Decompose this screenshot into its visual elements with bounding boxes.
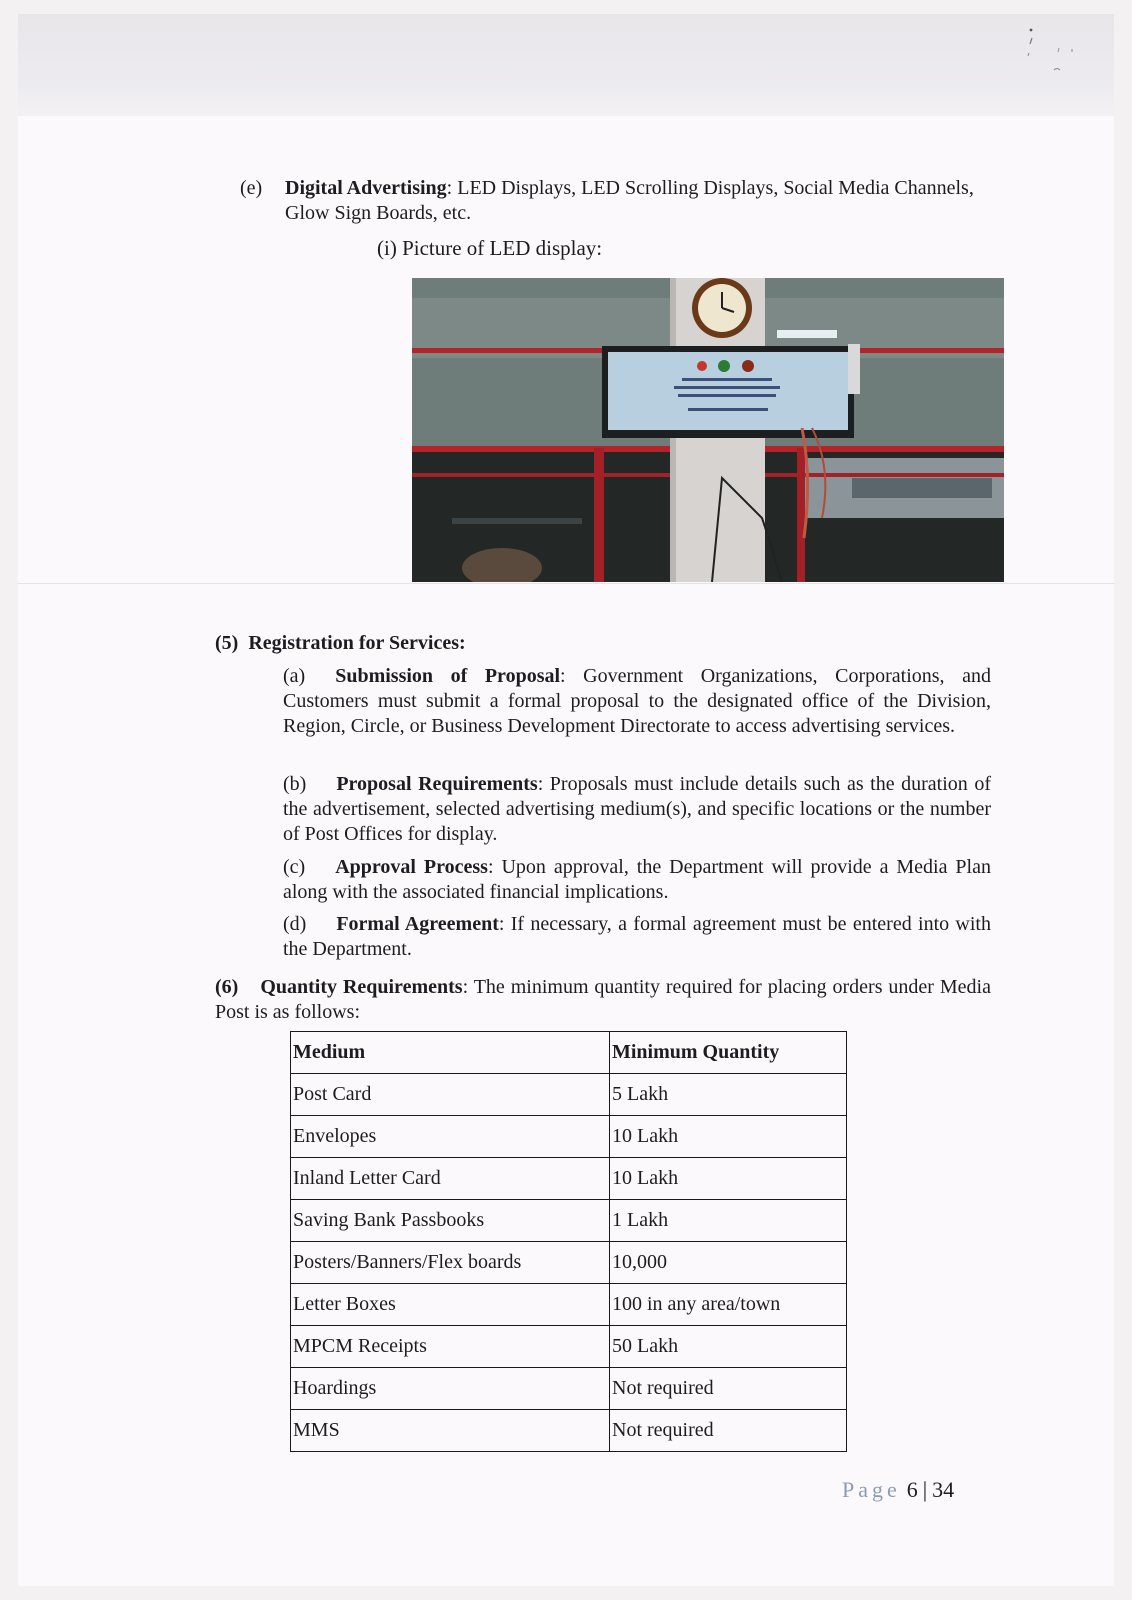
section-e — [240, 176, 980, 226]
page-word: Page — [842, 1477, 901, 1502]
medium-cell: Posters/Banners/Flex boards — [291, 1242, 610, 1284]
section-5a-label: (a) — [283, 665, 306, 687]
table-row — [291, 1326, 847, 1368]
table-row — [291, 1368, 847, 1410]
section-5b-label: (b) — [283, 773, 307, 795]
header-minimum-quantity: Minimum Quantity — [610, 1032, 847, 1074]
medium-cell: Inland Letter Card — [291, 1158, 610, 1200]
medium-cell: Hoardings — [291, 1368, 610, 1410]
quantity-cell: 10 Lakh — [610, 1116, 847, 1158]
quantity-cell: 5 Lakh — [610, 1074, 847, 1116]
section-5c-text: : Upon approval, the Department will provide a Media Plan along with the associated financial implications. — [283, 856, 991, 903]
section-e-marker: (e) — [240, 177, 263, 199]
section-5a — [283, 664, 991, 739]
section-5d-text: : If necessary, a formal agreement must be entered into with the Department. — [283, 913, 991, 960]
table-row — [291, 1242, 847, 1284]
section-6-number: (6) — [215, 976, 239, 998]
minimum-quantity-table — [290, 1031, 847, 1452]
page-footer — [842, 1477, 954, 1503]
table-row — [291, 1116, 847, 1158]
page-number: 6 — [906, 1477, 918, 1502]
quantity-cell: Not required — [610, 1410, 847, 1452]
section-5-number: (5) — [215, 632, 239, 654]
section-e-title: Digital Advertising — [285, 177, 447, 199]
quantity-cell: 100 in any area/town — [610, 1284, 847, 1326]
section-5c-label: (c) — [283, 856, 306, 878]
section-5b — [283, 772, 991, 847]
quantity-cell: 1 Lakh — [610, 1200, 847, 1242]
quantity-cell: 10,000 — [610, 1242, 847, 1284]
picture-caption: (i) Picture of LED display: — [377, 236, 603, 260]
section-5d — [283, 912, 991, 962]
table-header-row — [291, 1032, 847, 1074]
medium-cell: Envelopes — [291, 1116, 610, 1158]
page-total: 34 — [932, 1477, 955, 1502]
section-5c-title: Approval Process — [335, 856, 488, 878]
table-row — [291, 1410, 847, 1452]
header-medium: Medium — [291, 1032, 610, 1074]
page-separator: | — [922, 1477, 928, 1502]
section-5d-label: (d) — [283, 913, 307, 935]
table-row — [291, 1074, 847, 1116]
table-row — [291, 1284, 847, 1326]
section-5b-title: Proposal Requirements — [336, 773, 538, 795]
quantity-cell: 10 Lakh — [610, 1158, 847, 1200]
section-6-title: Quantity Requirements — [260, 976, 463, 998]
section-5c — [283, 855, 991, 905]
table-row — [291, 1200, 847, 1242]
section-5a-text: : Government Organizations, Corporations, and Customers must submit a formal proposal to the designated office of the Division, Region, Circle, or Business Development Directorate to access advertising services. — [283, 665, 992, 737]
table-row — [291, 1158, 847, 1200]
section-5-heading — [215, 632, 466, 655]
medium-cell: MPCM Receipts — [291, 1326, 610, 1368]
quantity-cell: Not required — [610, 1368, 847, 1410]
section-5d-title: Formal Agreement — [336, 913, 499, 935]
quantity-cell: 50 Lakh — [610, 1326, 847, 1368]
medium-cell: Saving Bank Passbooks — [291, 1200, 610, 1242]
scan-top-shading — [18, 14, 1114, 116]
medium-cell: MMS — [291, 1410, 610, 1452]
led-display-photo — [412, 278, 1004, 582]
medium-cell: Post Card — [291, 1074, 610, 1116]
page-fold-line — [18, 583, 1114, 584]
scan-speck-marks — [1026, 26, 1086, 76]
section-6-text: : The minimum quantity required for placing orders under Media Post is as follows: — [215, 976, 991, 1023]
medium-cell: Letter Boxes — [291, 1284, 610, 1326]
section-5a-title: Submission of Proposal — [335, 665, 561, 687]
section-5b-text: : Proposals must include details such as the duration of the advertisement, selected advertising medium(s), and specific locations or the number of Post Offices for display. — [283, 773, 991, 845]
section-e-text: : LED Displays, LED Scrolling Displays, Social Media Channels, Glow Sign Boards, etc. — [285, 177, 974, 224]
section-6 — [215, 975, 991, 1025]
section-5-title: Registration for Services: — [248, 632, 466, 654]
